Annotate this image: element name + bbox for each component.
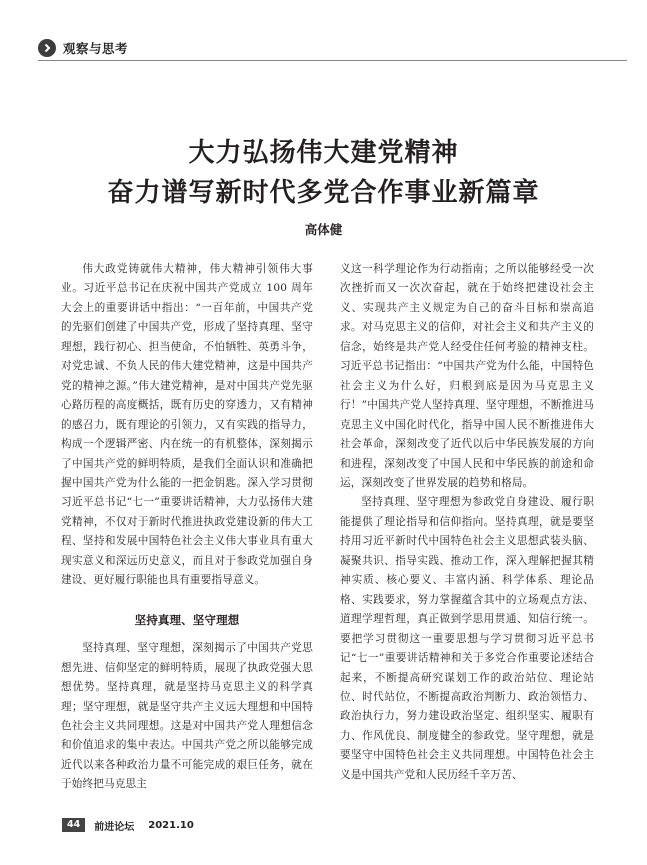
paragraph: 义这一科学理论作为行动指南；之所以能够经受一次次挫折而又一次次奋起，就在于始终把建设社会主义、实现共产主义规定为自己的奋斗目标和崇高追求。对马克思主义的信仰，对社会主义和共产主义的信念，始终是共产党人经受住任何考验的精神支柱。习近平总书记指出：“中国共产党为什么能，中国特色社会主义为什么好，归根到底是因为马克思主义行！”中国共产党人坚持真理、坚守理想，不断推进马克思主义中国化时代化，指导中国人民不断推进伟大社会革命，深刻改变了近代以后中华民族发展的方向和进程，深刻改变了中国人民和中华民族的前途和命运，深刻改变了世界发展的趋势和格局。 <box>340 263 594 489</box>
paragraph: 伟大政党铸就伟大精神，伟大精神引领伟大事业。习近平总书记在庆祝中国共产党成立 100 周年大会上的重要讲话中指出：“一百年前，中国共产党的先驱们创建了中国共产党，形成了坚持真理、坚守理想，践行初心、担当使命，不怕牺牲、英勇斗争，对党忠诚、不负人民的伟大建党精神，这是中国共产党的精神之源。”伟大建党精神，是对中国共产党先驱心路历程的高度概括，既有历史的穿透力，又有精神的感召力，既有理论的引领力，又有实践的指导力，构成一个逻辑严密、内在统一的有机整体，深刻揭示了中国共产党的鲜明特质，是我们全面认识和准确把握中国共产党为什么能的一把金钥匙。深入学习贯彻习近平总书记“七一”重要讲话精神，大力弘扬伟大建党精神，不仅对于新时代推进执政党建设新的伟大工程、坚持和发展中国特色社会主义伟大事业具有重大现实意义和深远历史意义，而且对于参政党加强自身建设、更好履行职能也具有重要指导意义。 <box>61 263 313 587</box>
page-number: 44 <box>62 818 85 832</box>
page-footer <box>62 818 194 832</box>
article-author: 高体健 <box>304 222 343 237</box>
right-column <box>340 260 594 785</box>
header-divider <box>38 60 627 61</box>
section-header <box>38 38 128 58</box>
sub-heading: 坚持真理、坚守理想 <box>134 612 240 627</box>
issue-number: 2021.10 <box>148 819 194 831</box>
paragraph: 坚持真理、坚守理想为参政党自身建设、履行职能提供了理论指导和信仰指向。坚持真理，就是要坚持用习近平新时代中国特色社会主义思想武装头脑、凝聚共识、指导实践、推动工作，深入理解把握其精神实质、核心要义、丰富内涵、科学体系、理论品格、实践要求，努力掌握蕴含其中的立场观点方法、道理学理哲理，真正做到学思用贯通、知信行统一。要把学习贯彻这一重要思想与学习贯彻习近平总书记“七一”重要讲话精神和关于多党合作重要论述结合起来，不断提高研究谋划工作的政治站位、理论站位、时代站位，不断提高政治判断力、政治领悟力、政治执行力，努力建设政治坚定、组织坚实、履职有力、作风优良、制度健全的参政党。坚守理想，就是要坚守中国特色社会主义共同理想。中国特色社会主义是中国共产党和人民历经千辛万苦、 <box>340 496 594 781</box>
chevron-right-circle-icon <box>38 39 56 57</box>
left-column <box>61 260 313 795</box>
section-label: 观察与思考 <box>63 41 129 56</box>
article-title-line-1: 大力弘扬伟大建党精神 <box>188 138 459 168</box>
journal-name: 前进论坛 <box>94 821 135 833</box>
paragraph: 坚持真理、坚守理想，深刻揭示了中国共产党思想先进、信仰坚定的鲜明特质，展现了执政党强大思想优势。坚持真理，就是坚持马克思主义的科学真理；坚守理想，就是坚守共产主义远大理想和中国特色社会主义共同理想。这是对中国共产党人理想信念和价值追求的集中表达。中国共产党之所以能够完成近代以来各种政治力量不可能完成的艰巨任务，就在于始终把马克思主 <box>61 642 313 791</box>
article-title-line-2: 奋力谱写新时代多党合作事业新篇章 <box>107 178 540 208</box>
